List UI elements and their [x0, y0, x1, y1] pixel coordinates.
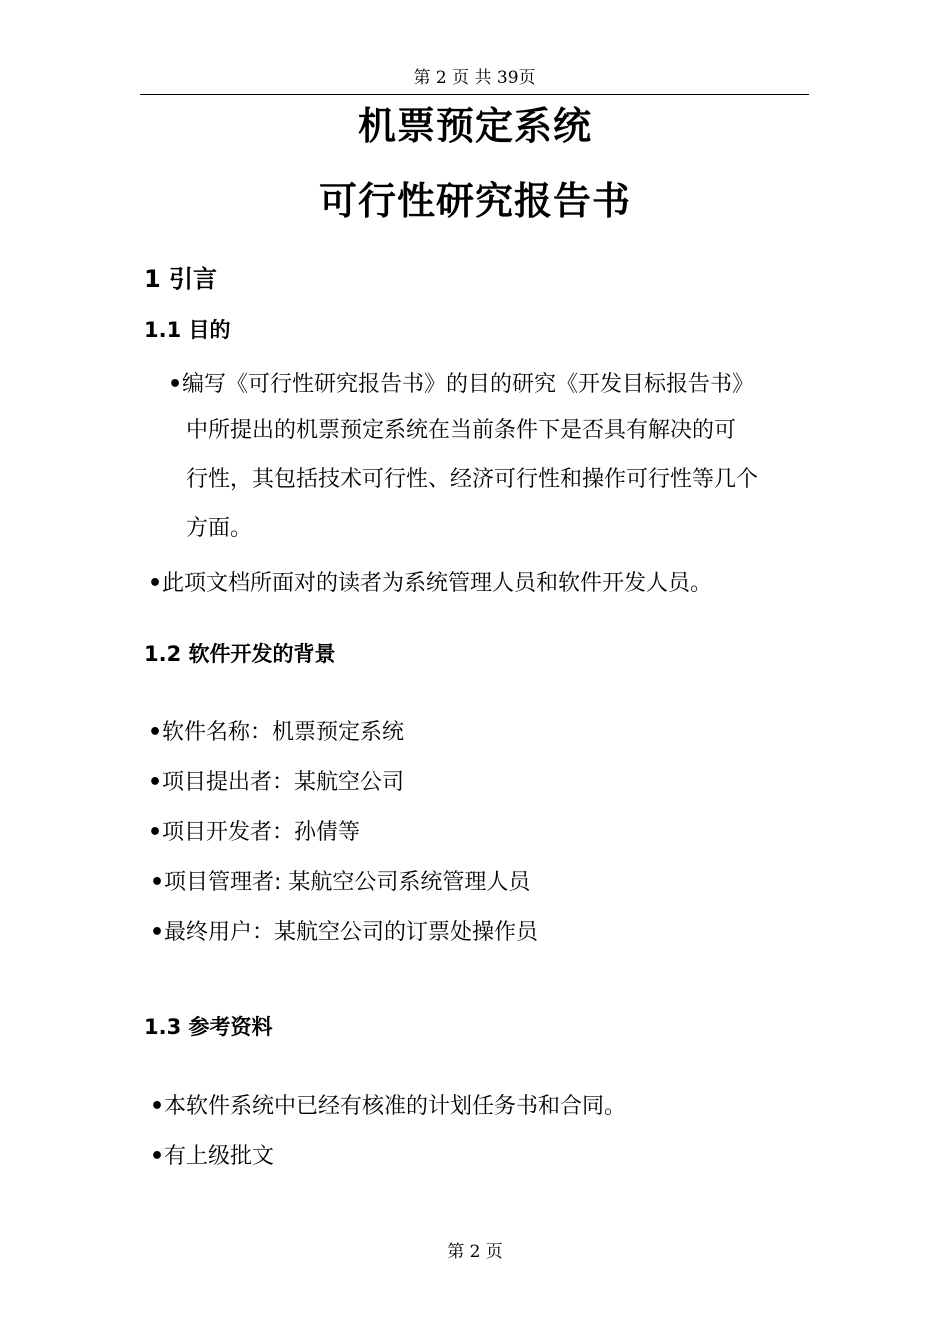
page-footer: 第 2 页 [447, 1242, 503, 1262]
section-1-1-heading: 1.1 目的 [144, 318, 231, 342]
bullet-icon: • [150, 1094, 165, 1119]
background-item: •软件名称：机票预定系统 [148, 717, 404, 749]
page-header: 第 2 页 共 39页 [413, 68, 536, 88]
bullet-icon: • [168, 372, 183, 397]
reference-item: •本软件系统中已经有核准的计划任务书和合同。 [150, 1091, 626, 1123]
background-item: •项目开发者：孙倩等 [148, 817, 360, 849]
audience-paragraph: •此项文档所面对的读者为系统管理人员和软件开发人员。 [148, 568, 712, 600]
purpose-paragraph-line-3: 行性，其包括技术可行性、经济可行性和操作可行性等几个 [186, 467, 759, 492]
background-item: •项目管理者: 某航空公司系统管理人员 [150, 867, 530, 899]
purpose-paragraph-line-4: 方面。 [186, 516, 253, 541]
reference-item: •有上级批文 [150, 1141, 274, 1173]
section-1-2-heading: 1.2 软件开发的背景 [144, 642, 336, 666]
bullet-icon: • [148, 720, 163, 745]
document-title: 机票预定系统 [357, 104, 592, 148]
section-1-3-heading: 1.3 参考资料 [144, 1015, 273, 1039]
background-item: •最终用户：某航空公司的订票处操作员 [150, 917, 538, 949]
purpose-paragraph-line-2: 中所提出的机票预定系统在当前条件下是否具有解决的可 [186, 418, 737, 443]
document-subtitle: 可行性研究报告书 [318, 179, 631, 223]
bullet-icon: • [150, 1144, 165, 1169]
bullet-icon: • [148, 770, 163, 795]
purpose-paragraph-line-1: •编写《可行性研究报告书》的目的研究《开发目标报告书》 [168, 369, 754, 401]
bullet-icon: • [150, 870, 165, 895]
bullet-icon: • [148, 571, 163, 596]
section-1-heading: 1 引言 [144, 265, 218, 293]
bullet-icon: • [148, 820, 163, 845]
background-item: •项目提出者：某航空公司 [148, 767, 404, 799]
header-divider [140, 94, 809, 95]
bullet-icon: • [150, 920, 165, 945]
